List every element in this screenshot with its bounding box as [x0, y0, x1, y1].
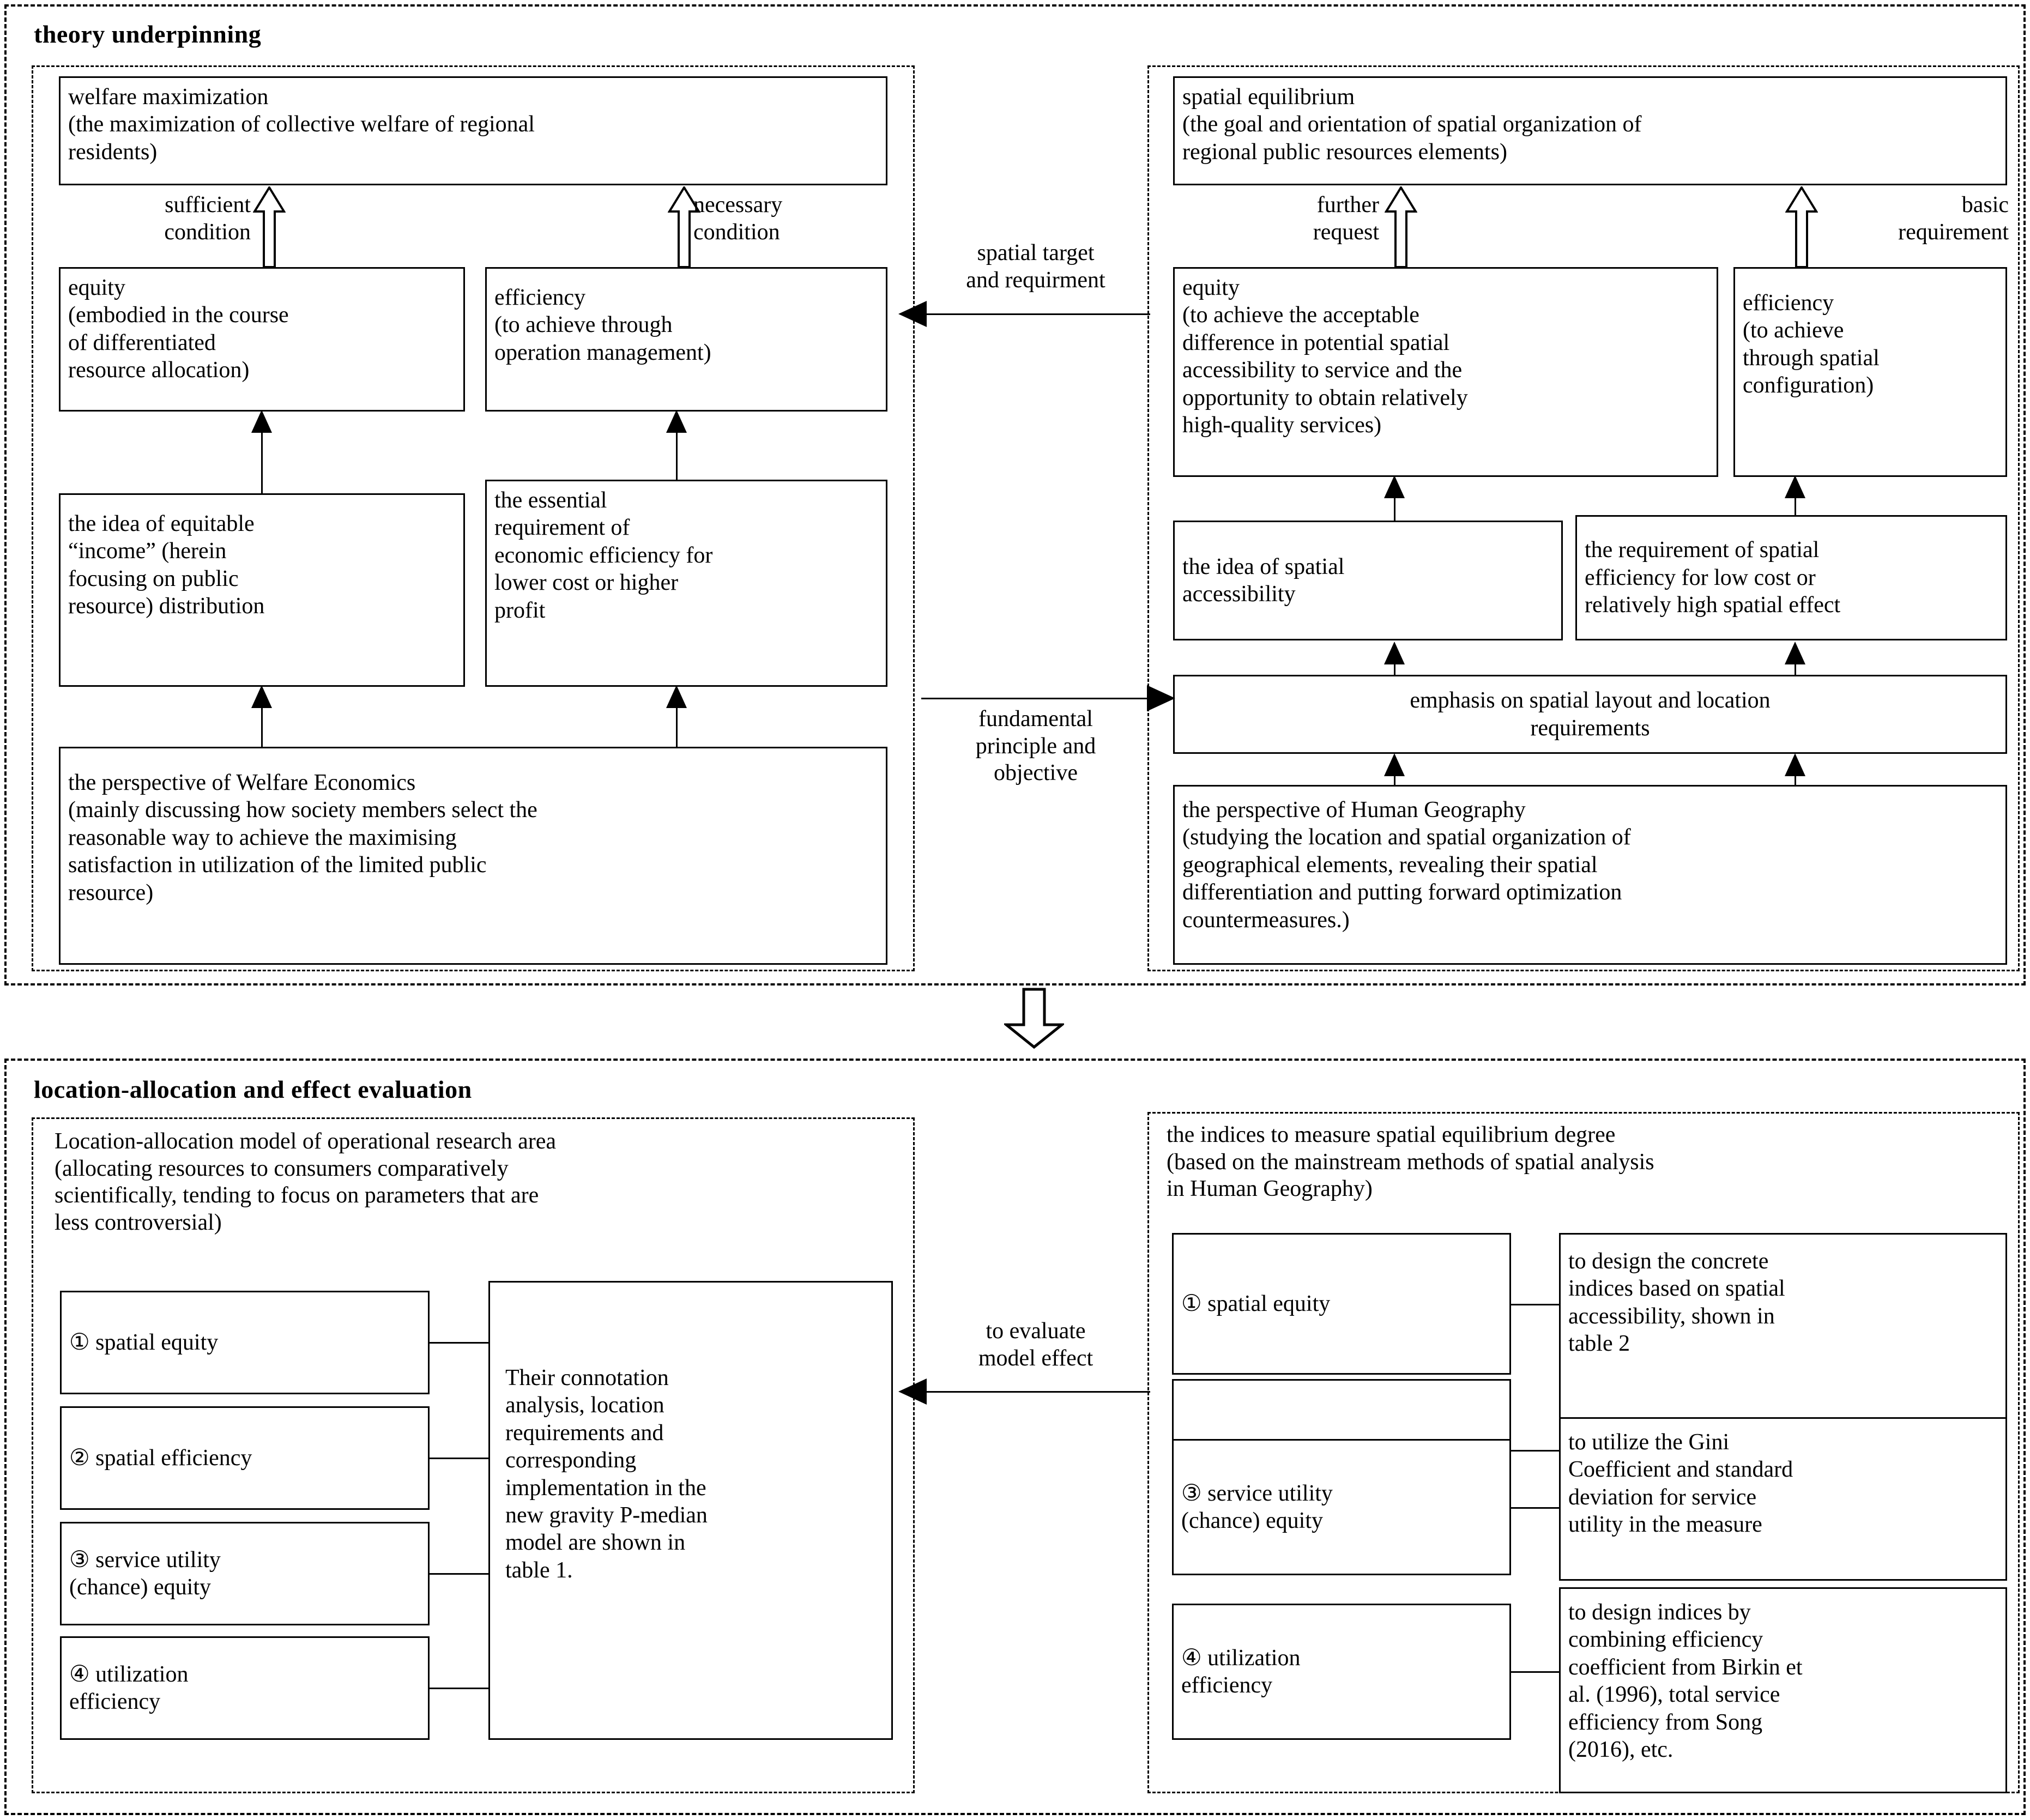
br-note3-line-1: to design indices by	[1568, 1600, 1751, 1625]
br-item3-line-2: (chance) equity	[1181, 1508, 1324, 1533]
idea-access-line-2: accessibility	[1182, 582, 1296, 607]
req-spatial-eff-line-3: relatively high spatial effect	[1585, 592, 1841, 618]
bl-summary-line-1: Their connotation	[505, 1365, 669, 1390]
efficiency-right-line-3: through spatial	[1743, 345, 1880, 371]
human-geo-line-5: countermeasures.)	[1182, 907, 1350, 933]
fundamental-line-3: objective	[994, 760, 1078, 786]
bl-header-line-4: less controversial)	[55, 1210, 222, 1235]
spatial-equilibrium-line-2: (the goal and orientation of spatial organization of	[1182, 112, 1642, 137]
bl-item4-line-1: ④ utilization	[69, 1661, 189, 1687]
sufficient-condition-line-1: sufficient	[165, 192, 251, 217]
equity-right-line-1: equity	[1182, 275, 1240, 300]
welfare-max-line-3: residents)	[68, 139, 158, 165]
essential-req-line-3: economic efficiency for	[494, 542, 713, 568]
welfare-econ-line-5: resource)	[68, 880, 154, 905]
br-note2-line-4: utility in the measure	[1568, 1512, 1762, 1538]
equity-right-line-5: opportunity to obtain relatively	[1182, 385, 1468, 410]
basic-requirement-line-2: requirement	[1898, 219, 2009, 245]
equity-left-line-1: equity	[68, 275, 125, 300]
bottom-left-item-4	[60, 1636, 430, 1740]
connector-line-fundamental-principle	[921, 698, 1149, 699]
bl-item1-line-1: ① spatial equity	[69, 1329, 219, 1355]
connector-stub-br-2	[1511, 1450, 1560, 1452]
br-header-line-1: the indices to measure spatial equilibrium degree	[1167, 1122, 1616, 1147]
equity-left-line-4: resource allocation)	[68, 358, 250, 383]
connector-stub-bl-4	[430, 1688, 490, 1689]
box-idea-spatial-accessibility	[1173, 521, 1563, 640]
box-essential-requirement	[485, 480, 887, 687]
br-note3-line-6: (2016), etc.	[1568, 1737, 1673, 1762]
bottom-right-item-4	[1172, 1604, 1511, 1740]
spatial-equilibrium-line-1: spatial equilibrium	[1182, 84, 1355, 110]
bl-summary-line-5: implementation in the	[505, 1475, 706, 1501]
bl-summary-line-6: new gravity P-median	[505, 1502, 708, 1528]
br-note2-line-2: Coefficient and standard	[1568, 1457, 1793, 1483]
connector-stub-br-1	[1511, 1304, 1560, 1305]
essential-req-line-5: profit	[494, 597, 546, 623]
req-spatial-eff-line-1: the requirement of spatial	[1585, 537, 1820, 563]
box-welfare-maximization	[59, 76, 887, 185]
label-necessary-condition	[693, 192, 782, 246]
spatial-target-line-2: and requirment	[966, 267, 1105, 293]
br-item4-line-1: ④ utilization	[1181, 1645, 1301, 1671]
fundamental-line-2: principle and	[975, 733, 1096, 759]
bottom-left-item-1	[60, 1291, 430, 1394]
efficiency-right-line-4: configuration)	[1743, 373, 1874, 398]
emphasis-line-2: requirements	[1530, 715, 1650, 741]
bl-item4-line-2: efficiency	[69, 1689, 161, 1714]
br-header-line-2: (based on the mainstream methods of spatial analysis	[1167, 1149, 1654, 1175]
arrowhead-we-to-essential	[666, 685, 687, 708]
arrowhead-emphasis-to-access	[1384, 642, 1405, 664]
equity-right-line-3: difference in potential spatial	[1182, 330, 1450, 355]
label-basic-requirement	[1821, 192, 2009, 246]
essential-req-line-4: lower cost or higher	[494, 570, 679, 596]
arrowhead-hg-to-emphasis	[1384, 753, 1405, 776]
basic-requirement-line-1: basic	[1961, 192, 2009, 217]
welfare-econ-line-1: the perspective of Welfare Economics	[68, 770, 416, 795]
bl-summary-line-2: analysis, location	[505, 1393, 664, 1418]
welfare-econ-line-4: satisfaction in utilization of the limited public	[68, 852, 487, 878]
br-note2-line-1: to utilize the Gini	[1568, 1430, 1730, 1455]
bottom-right-item-3	[1172, 1439, 1511, 1575]
box-perspective-human-geography	[1173, 785, 2007, 965]
connector-line-access-to-equity	[1394, 495, 1395, 522]
bottom-left-item-2	[60, 1406, 430, 1510]
necessary-condition-line-1: necessary	[693, 192, 783, 217]
efficiency-left-line-1: efficiency	[494, 285, 586, 310]
connector-stub-bl-2	[430, 1458, 490, 1459]
efficiency-left-line-3: operation management)	[494, 340, 711, 365]
bl-item3-line-1: ③ service utility	[69, 1547, 221, 1573]
br-note1-line-3: accessibility, shown in	[1568, 1303, 1775, 1329]
arrowhead-essential-to-efficiency	[666, 410, 687, 433]
arrowhead-emphasis-to-spatialeff	[1785, 642, 1805, 664]
req-spatial-eff-line-2: efficiency for low cost or	[1585, 565, 1816, 590]
bottom-right-note-3	[1559, 1587, 2007, 1793]
br-item3-line-1: ③ service utility	[1181, 1480, 1333, 1506]
human-geo-line-3: geographical elements, revealing their spatial	[1182, 852, 1598, 878]
essential-req-line-2: requirement of	[494, 515, 630, 541]
arrowhead-we-to-idea	[251, 685, 272, 708]
human-geo-line-2: (studying the location and spatial organization of	[1182, 825, 1631, 850]
section-location-allocation-title: location-allocation and effect evaluation	[34, 1075, 472, 1103]
bl-header-line-3: scientifically, tending to focus on parameters that are	[55, 1183, 539, 1208]
idea-income-line-2: “income” (herein	[68, 539, 227, 564]
connector-line-spatial-target	[927, 313, 1150, 315]
to-evaluate-line-1: to evaluate	[986, 1319, 1086, 1344]
block-arrow-up-sufficient	[253, 186, 286, 268]
br-item1-line-1: ① spatial equity	[1181, 1291, 1331, 1316]
further-request-line-1: further	[1316, 192, 1379, 217]
box-perspective-welfare-economics	[59, 747, 887, 965]
spatial-equilibrium-line-3: regional public resources elements)	[1182, 139, 1507, 165]
br-note3-line-3: coefficient from Birkin et	[1568, 1654, 1803, 1680]
bl-header-line-2: (allocating resources to consumers comparatively	[55, 1156, 509, 1181]
arrowhead-hg-to-emphasis-2	[1785, 753, 1805, 776]
bl-summary-line-7: model are shown in	[505, 1530, 686, 1556]
idea-income-line-1: the idea of equitable	[68, 511, 255, 536]
arrowhead-spatial-target	[898, 301, 927, 327]
block-arrow-down-sections	[1004, 988, 1064, 1049]
idea-income-line-4: resource) distribution	[68, 594, 265, 619]
bl-item3-line-2: (chance) equity	[69, 1575, 212, 1600]
welfare-max-line-2: (the maximization of collective welfare of regional	[68, 112, 535, 137]
br-header-line-3: in Human Geography)	[1167, 1176, 1373, 1202]
connector-stub-br-3	[1511, 1507, 1560, 1509]
efficiency-right-line-2: (to achieve	[1743, 318, 1844, 343]
br-note3-line-5: efficiency from Song	[1568, 1709, 1763, 1735]
idea-income-line-3: focusing on public	[68, 566, 239, 591]
to-evaluate-line-2: model effect	[978, 1345, 1093, 1371]
arrowhead-idea-to-equity	[251, 410, 272, 433]
welfare-econ-line-2: (mainly discussing how society members select the	[68, 797, 537, 823]
br-note3-line-4: al. (1996), total service	[1568, 1682, 1780, 1708]
arrowhead-access-to-equity	[1384, 475, 1405, 498]
label-to-evaluate-model-effect	[927, 1318, 1145, 1372]
bl-summary-line-8: table 1.	[505, 1557, 573, 1583]
bottom-right-note-2	[1559, 1417, 2007, 1581]
fundamental-line-1: fundamental	[978, 706, 1093, 731]
bottom-left-item-3	[60, 1522, 430, 1625]
necessary-condition-line-2: condition	[693, 219, 780, 245]
box-efficiency-right	[1733, 267, 2007, 477]
efficiency-right-line-1: efficiency	[1743, 291, 1834, 316]
section-theory-underpinning-title: theory underpinning	[34, 20, 262, 48]
arrowhead-spatialeff-to-efficiency	[1785, 475, 1805, 498]
arrowhead-fundamental-principle	[1147, 685, 1175, 711]
br-note1-line-2: indices based on spatial	[1568, 1276, 1785, 1302]
connector-stub-bl-1	[430, 1342, 490, 1344]
bl-item2-line-1: ② spatial efficiency	[69, 1445, 252, 1471]
box-spatial-equilibrium	[1173, 76, 2007, 185]
equity-right-line-4: accessibility to service and the	[1182, 358, 1463, 383]
box-requirement-spatial-efficiency	[1575, 515, 2007, 640]
equity-left-line-3: of differentiated	[68, 330, 216, 355]
essential-req-line-1: the essential	[494, 488, 607, 513]
equity-right-line-6: high-quality services)	[1182, 412, 1382, 438]
br-item4-line-2: efficiency	[1181, 1673, 1273, 1698]
box-efficiency-left	[485, 267, 887, 412]
bl-summary-line-4: corresponding	[505, 1448, 637, 1473]
further-request-line-2: request	[1313, 219, 1379, 245]
box-equity-right	[1173, 267, 1718, 477]
bottom-left-header	[55, 1128, 556, 1236]
welfare-econ-line-3: reasonable way to achieve the maximising	[68, 825, 457, 850]
block-arrow-up-basic-requirement	[1785, 186, 1818, 268]
br-note3-line-2: combining efficiency	[1568, 1627, 1763, 1653]
spatial-target-line-1: spatial target	[977, 240, 1095, 265]
arrowhead-to-evaluate	[898, 1378, 927, 1405]
br-note2-line-3: deviation for service	[1568, 1484, 1757, 1510]
br-note1-line-1: to design the concrete	[1568, 1249, 1769, 1274]
block-arrow-up-further-request	[1385, 186, 1417, 268]
label-sufficient-condition	[82, 192, 251, 246]
bottom-right-item-1	[1172, 1233, 1511, 1375]
box-emphasis-spatial-layout	[1173, 675, 2007, 754]
label-spatial-target-and-requirement	[921, 240, 1150, 294]
efficiency-left-line-2: (to achieve through	[494, 312, 673, 338]
connector-stub-br-4	[1511, 1671, 1560, 1673]
label-fundamental-principle-objective	[921, 706, 1150, 787]
box-equity-left	[59, 267, 465, 412]
equity-right-line-2: (to achieve the acceptable	[1182, 303, 1419, 328]
box-idea-equitable-income	[59, 493, 465, 687]
connector-stub-bl-3	[430, 1573, 490, 1575]
label-further-request	[1216, 192, 1379, 246]
idea-access-line-1: the idea of spatial	[1182, 554, 1345, 579]
equity-left-line-2: (embodied in the course	[68, 303, 289, 328]
welfare-max-line-1: welfare maximization	[68, 84, 269, 110]
emphasis-line-1: emphasis on spatial layout and location	[1410, 688, 1771, 714]
human-geo-line-1: the perspective of Human Geography	[1182, 797, 1526, 823]
sufficient-condition-line-2: condition	[164, 219, 251, 245]
connector-line-idea-to-equity	[261, 431, 263, 497]
bottom-right-header	[1167, 1122, 1654, 1203]
bl-summary-line-3: requirements and	[505, 1420, 664, 1446]
human-geo-line-4: differentiation and putting forward optimization	[1182, 880, 1622, 905]
bl-header-line-1: Location-allocation model of operational research area	[55, 1129, 557, 1154]
connector-line-to-evaluate	[927, 1391, 1150, 1393]
br-note1-line-4: table 2	[1568, 1331, 1630, 1357]
bottom-left-summary-box	[488, 1281, 893, 1740]
